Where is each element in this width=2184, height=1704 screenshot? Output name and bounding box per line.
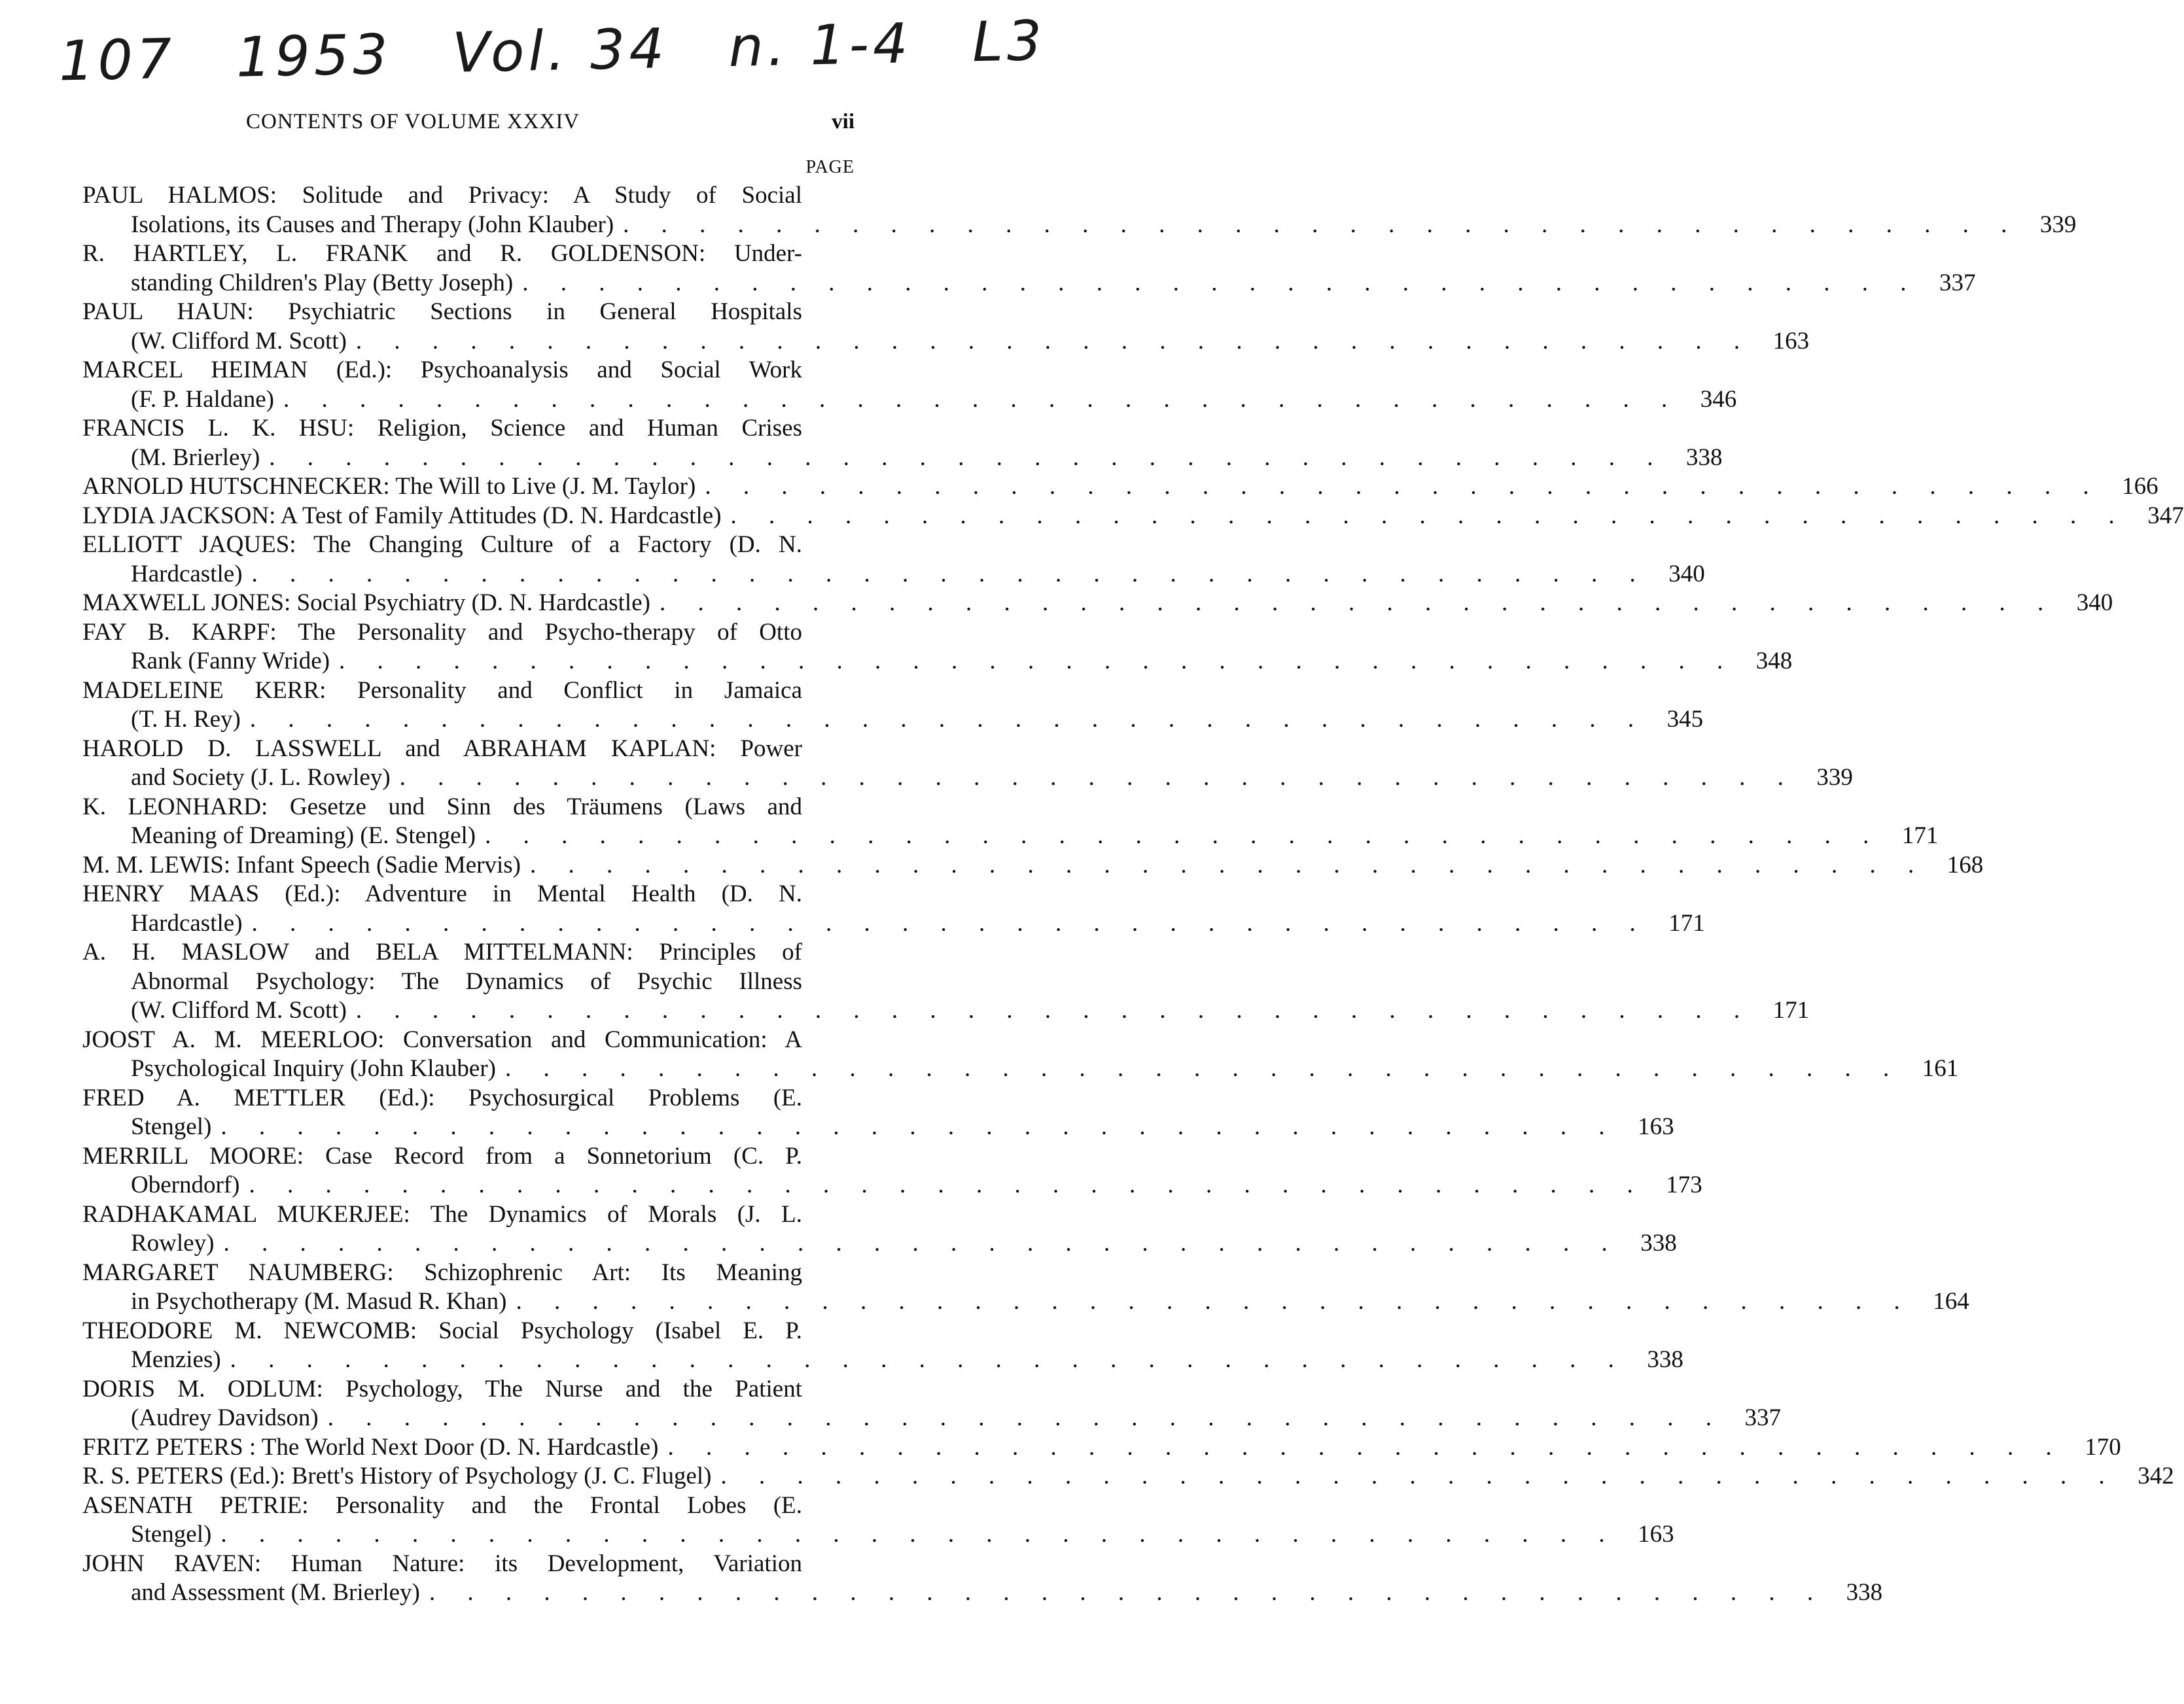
entry-first-line bbox=[82, 1462, 2174, 1491]
contents-entry bbox=[82, 793, 1939, 851]
entry-first-line bbox=[82, 793, 854, 822]
entry-page-number: 164 bbox=[1933, 1288, 1969, 1315]
entry-continuation-line bbox=[82, 647, 1793, 676]
contents-entry bbox=[82, 735, 1853, 793]
entry-page-number: 347 bbox=[2147, 502, 2184, 529]
entry-text: A. H. MASLOW and BELA MITTELMANN: Principles of bbox=[82, 939, 802, 965]
entry-page-number: 171 bbox=[1668, 909, 1705, 937]
entry-page-number: 340 bbox=[2076, 589, 2113, 616]
entry-first-line bbox=[82, 1550, 854, 1579]
contents-entry bbox=[82, 880, 1705, 938]
contents-entry bbox=[82, 1550, 1883, 1608]
entry-page-number: 338 bbox=[1846, 1579, 1883, 1606]
dot-leader bbox=[243, 560, 1649, 589]
entry-text: M. M. LEWIS: Infant Speech (Sadie Mervis) bbox=[82, 851, 521, 878]
entry-text: Menzies) bbox=[131, 1346, 221, 1373]
entry-page-number: 166 bbox=[2122, 473, 2158, 500]
entry-text: (Audrey Davidson) bbox=[131, 1404, 319, 1431]
entry-continuation-line bbox=[82, 327, 1810, 356]
entry-text: (T. H. Rey) bbox=[131, 706, 241, 733]
entry-text: MARCEL HEIMAN (Ed.): Psychoanalysis and Social Work bbox=[82, 356, 802, 383]
entry-text: RADHAKAMAL MUKERJEE: The Dynamics of Morals (J. L. bbox=[82, 1200, 802, 1228]
entry-page-number: 338 bbox=[1647, 1346, 1683, 1373]
entry-page-number: 339 bbox=[2039, 211, 2077, 238]
entry-text: Stengel) bbox=[131, 1521, 212, 1548]
entry-continuation-line bbox=[82, 443, 1723, 473]
entry-first-line bbox=[82, 735, 854, 764]
entry-first-line bbox=[82, 1026, 854, 1055]
entry-first-line bbox=[82, 1375, 854, 1404]
entry-text: PAUL HAUN: Psychiatric Sections in General Hospitals bbox=[82, 298, 802, 325]
dot-leader bbox=[712, 1462, 2118, 1491]
contents-entry bbox=[82, 938, 1810, 1026]
entry-first-line bbox=[82, 181, 854, 211]
contents-entry bbox=[82, 1200, 1677, 1259]
contents-entry bbox=[82, 618, 1793, 676]
entry-first-line bbox=[82, 851, 1984, 880]
entry-text: MARGARET NAUMBERG: Schizophrenic Art: Its Meaning bbox=[82, 1259, 802, 1286]
contents-entry bbox=[82, 298, 1810, 356]
dot-leader bbox=[658, 1433, 2064, 1463]
entry-text: Meaning of Dreaming) (E. Stengel) bbox=[131, 822, 476, 849]
entry-first-line bbox=[82, 472, 2158, 502]
handwritten-note-part: 1953 bbox=[235, 22, 393, 90]
dot-leader bbox=[476, 822, 1882, 851]
entry-text: Psychological Inquiry (John Klauber) bbox=[131, 1055, 496, 1082]
contents-entry bbox=[82, 676, 1704, 735]
entry-text: MADELEINE KERR: Personality and Conflict in Jamaica bbox=[82, 676, 802, 704]
entry-page-number: 346 bbox=[1700, 385, 1737, 413]
dot-leader bbox=[391, 763, 1797, 793]
dot-leader bbox=[614, 211, 2020, 240]
entry-text: (W. Clifford M. Scott) bbox=[131, 997, 347, 1024]
entry-text: (F. P. Haldane) bbox=[131, 385, 275, 413]
entry-page-number: 338 bbox=[1686, 443, 1723, 471]
entry-first-line bbox=[82, 356, 854, 385]
entry-first-line bbox=[82, 298, 854, 327]
entry-text: FRANCIS L. K. HSU: Religion, Science and Human Crises bbox=[82, 415, 802, 442]
entry-page-number: 338 bbox=[1640, 1230, 1677, 1257]
entry-continuation-line bbox=[82, 1171, 1702, 1200]
entry-text: THEODORE M. NEWCOMB: Social Psychology (Isabel E. P. bbox=[82, 1317, 802, 1344]
entry-first-line bbox=[82, 414, 854, 443]
entry-continuation-line bbox=[82, 1520, 1674, 1550]
entry-text: Oberndorf) bbox=[131, 1172, 240, 1198]
dot-leader bbox=[211, 1520, 1617, 1550]
contents-entry bbox=[82, 414, 1723, 472]
dot-leader bbox=[274, 385, 1680, 415]
contents-entry bbox=[82, 239, 1976, 298]
entry-text: standing Children's Play (Betty Joseph) bbox=[131, 269, 514, 296]
entry-first-line bbox=[82, 938, 854, 967]
contents-entry bbox=[82, 472, 2158, 502]
entry-page-number: 171 bbox=[1901, 822, 1939, 849]
contents-list bbox=[82, 181, 2184, 1608]
entry-continuation-line bbox=[82, 1578, 1883, 1608]
entry-first-line bbox=[82, 530, 854, 560]
dot-leader bbox=[330, 647, 1736, 676]
contents-entry bbox=[82, 1084, 1674, 1142]
page-column-label: PAGE bbox=[805, 157, 854, 177]
entry-first-line bbox=[82, 589, 2113, 618]
entry-text: HENRY MAAS (Ed.): Adventure in Mental Health (D. N. bbox=[82, 880, 802, 907]
entry-page-number: 168 bbox=[1946, 851, 1984, 878]
dot-leader bbox=[347, 327, 1753, 356]
contents-entry bbox=[82, 502, 2184, 531]
dot-leader bbox=[521, 851, 1927, 880]
entry-text: DORIS M. ODLUM: Psychology, The Nurse and the Patient bbox=[82, 1375, 802, 1402]
entry-first-line bbox=[82, 1317, 854, 1346]
dot-leader bbox=[420, 1578, 1826, 1608]
entry-first-line bbox=[82, 1200, 854, 1230]
entry-text: JOOST A. M. MEERLOO: Conversation and Communication: A bbox=[82, 1026, 802, 1053]
contents-entry bbox=[82, 1317, 1683, 1375]
dot-leader bbox=[347, 996, 1753, 1026]
entry-page-number: 163 bbox=[1772, 327, 1810, 355]
contents-entry bbox=[82, 1142, 1702, 1200]
dot-leader bbox=[243, 909, 1649, 939]
handwritten-note-part: Vol. 34 bbox=[451, 16, 669, 85]
handwritten-annotation bbox=[58, 8, 1047, 108]
entry-first-line bbox=[82, 1259, 854, 1288]
entry-page-number: 345 bbox=[1666, 706, 1704, 733]
entry-text: R. HARTLEY, L. FRANK and R. GOLDENSON: Under- bbox=[82, 240, 802, 267]
entry-continuation-line bbox=[82, 269, 1976, 298]
entry-text: Stengel) bbox=[131, 1113, 212, 1140]
dot-leader bbox=[260, 443, 1666, 473]
entry-page-number: 163 bbox=[1638, 1521, 1674, 1548]
dot-leader bbox=[722, 502, 2128, 531]
dot-leader bbox=[506, 1287, 1912, 1317]
dot-leader bbox=[214, 1229, 1620, 1259]
entry-continuation-line bbox=[82, 1404, 1781, 1433]
handwritten-note-part: n. 1-4 bbox=[728, 11, 913, 80]
entry-text: Hardcastle) bbox=[131, 560, 243, 587]
entry-text: (W. Clifford M. Scott) bbox=[131, 327, 347, 355]
dot-leader bbox=[239, 1171, 1646, 1200]
contents-entry bbox=[82, 356, 1737, 414]
contents-entry bbox=[82, 1026, 1959, 1084]
entry-first-line bbox=[82, 618, 854, 648]
entry-continuation-line bbox=[82, 1346, 1683, 1375]
entry-page-number: 348 bbox=[1755, 648, 1793, 674]
entry-text: Rank (Fanny Wride) bbox=[131, 648, 330, 674]
entry-text: FRED A. METTLER (Ed.): Psychosurgical Problems (E. bbox=[82, 1084, 802, 1111]
entry-text: MAXWELL JONES: Social Psychiatry (D. N. Hardcastle) bbox=[82, 589, 650, 616]
handwritten-note-part: 107 bbox=[58, 26, 177, 94]
entry-text: HAROLD D. LASSWELL and ABRAHAM KAPLAN: Power bbox=[82, 735, 802, 762]
contents-entry bbox=[82, 181, 2077, 239]
contents-entry bbox=[82, 851, 1984, 880]
entry-text: MERRILL MOORE: Case Record from a Sonnetorium (C. P. bbox=[82, 1142, 802, 1170]
entry-page-number: 342 bbox=[2138, 1463, 2174, 1489]
running-header bbox=[82, 110, 854, 139]
entry-text: K. LEONHARD: Gesetze und Sinn des Träumens (Laws and bbox=[82, 793, 802, 820]
entry-page-number: 173 bbox=[1666, 1172, 1702, 1198]
entry-text: Isolations, its Causes and Therapy (John Klauber) bbox=[131, 211, 614, 238]
contents-entry bbox=[82, 1462, 2174, 1491]
page-title: CONTENTS OF VOLUME XXXIV bbox=[246, 110, 580, 133]
entry-page-number: 337 bbox=[1744, 1404, 1781, 1431]
entry-continuation-line bbox=[82, 385, 1737, 415]
entry-page-number: 171 bbox=[1772, 997, 1810, 1024]
contents-entry bbox=[82, 589, 2113, 618]
entry-first-line bbox=[82, 239, 854, 269]
entry-continuation-line bbox=[82, 705, 1704, 735]
entry-text: Rowley) bbox=[131, 1230, 215, 1257]
dot-leader bbox=[211, 1113, 1617, 1142]
entry-continuation-line bbox=[82, 822, 1939, 851]
entry-text: FAY B. KARPF: The Personality and Psycho-therapy of Otto bbox=[82, 618, 802, 646]
entry-continuation-line bbox=[82, 1287, 1969, 1317]
contents-entry bbox=[82, 1433, 2121, 1463]
entry-text: JOHN RAVEN: Human Nature: its Development, Variation bbox=[82, 1550, 802, 1577]
entry-continuation-line bbox=[82, 1054, 1959, 1084]
entry-text: Abnormal Psychology: The Dynamics of Psychic Illness bbox=[131, 967, 802, 995]
entry-text: Hardcastle) bbox=[131, 909, 243, 937]
entry-text: PAUL HALMOS: Solitude and Privacy: A Study of Social bbox=[82, 182, 802, 209]
dot-leader bbox=[496, 1054, 1902, 1084]
entry-page-number: 337 bbox=[1939, 269, 1976, 296]
entry-page-number: 339 bbox=[1816, 764, 1853, 791]
contents-entry bbox=[82, 1491, 1674, 1550]
dot-leader bbox=[319, 1404, 1725, 1433]
entry-text: in Psychotherapy (M. Masud R. Khan) bbox=[131, 1288, 507, 1315]
entry-continuation-line bbox=[82, 1229, 1677, 1259]
entry-first-line bbox=[82, 880, 854, 909]
entry-text: ARNOLD HUTSCHNECKER: The Will to Live (J. M. Taylor) bbox=[82, 473, 696, 500]
entry-text: LYDIA JACKSON: A Test of Family Attitudes (D. N. Hardcastle) bbox=[82, 502, 722, 529]
entry-first-line bbox=[82, 1084, 854, 1113]
entry-text: and Society (J. L. Rowley) bbox=[131, 764, 391, 791]
page-number: vii bbox=[832, 110, 854, 133]
entry-page-number: 161 bbox=[1922, 1055, 1959, 1082]
entry-continuation-line bbox=[82, 763, 1853, 793]
entry-first-line bbox=[82, 502, 2184, 531]
entry-first-line bbox=[82, 676, 854, 706]
contents-entry bbox=[82, 1259, 1969, 1317]
entry-continuation-line bbox=[82, 996, 1810, 1026]
dot-leader bbox=[241, 705, 1647, 735]
contents-entry bbox=[82, 1375, 1781, 1433]
entry-continuation-line bbox=[82, 211, 2077, 240]
dot-leader bbox=[513, 269, 1919, 298]
entry-page-number: 340 bbox=[1668, 560, 1705, 587]
entry-first-line bbox=[82, 1491, 854, 1521]
entry-text: ELLIOTT JAQUES: The Changing Culture of a Factory (D. N. bbox=[82, 531, 802, 558]
entry-continuation-line bbox=[82, 560, 1705, 589]
entry-text: R. S. PETERS (Ed.): Brett's History of Psychology (J. C. Flugel) bbox=[82, 1463, 712, 1489]
contents-entry bbox=[82, 530, 1705, 589]
entry-page-number: 170 bbox=[2085, 1433, 2121, 1461]
entry-text: (M. Brierley) bbox=[131, 443, 260, 471]
handwritten-note-part: L3 bbox=[971, 8, 1047, 75]
dot-leader bbox=[650, 589, 2056, 618]
dot-leader bbox=[696, 472, 2102, 502]
entry-first-line bbox=[82, 1142, 854, 1172]
entry-first-line bbox=[82, 1433, 2121, 1463]
entry-text: and Assessment (M. Brierley) bbox=[131, 1579, 420, 1606]
entry-text: FRITZ PETERS : The World Next Door (D. N. Hardcastle) bbox=[82, 1433, 659, 1461]
entry-page-number: 163 bbox=[1638, 1113, 1674, 1140]
entry-continuation-line bbox=[82, 1113, 1674, 1142]
entry-text: ASENATH PETRIE: Personality and the Frontal Lobes (E. bbox=[82, 1491, 802, 1519]
entry-continuation-line bbox=[82, 909, 1705, 939]
dot-leader bbox=[221, 1346, 1627, 1375]
entry-continuation-line bbox=[82, 967, 854, 997]
